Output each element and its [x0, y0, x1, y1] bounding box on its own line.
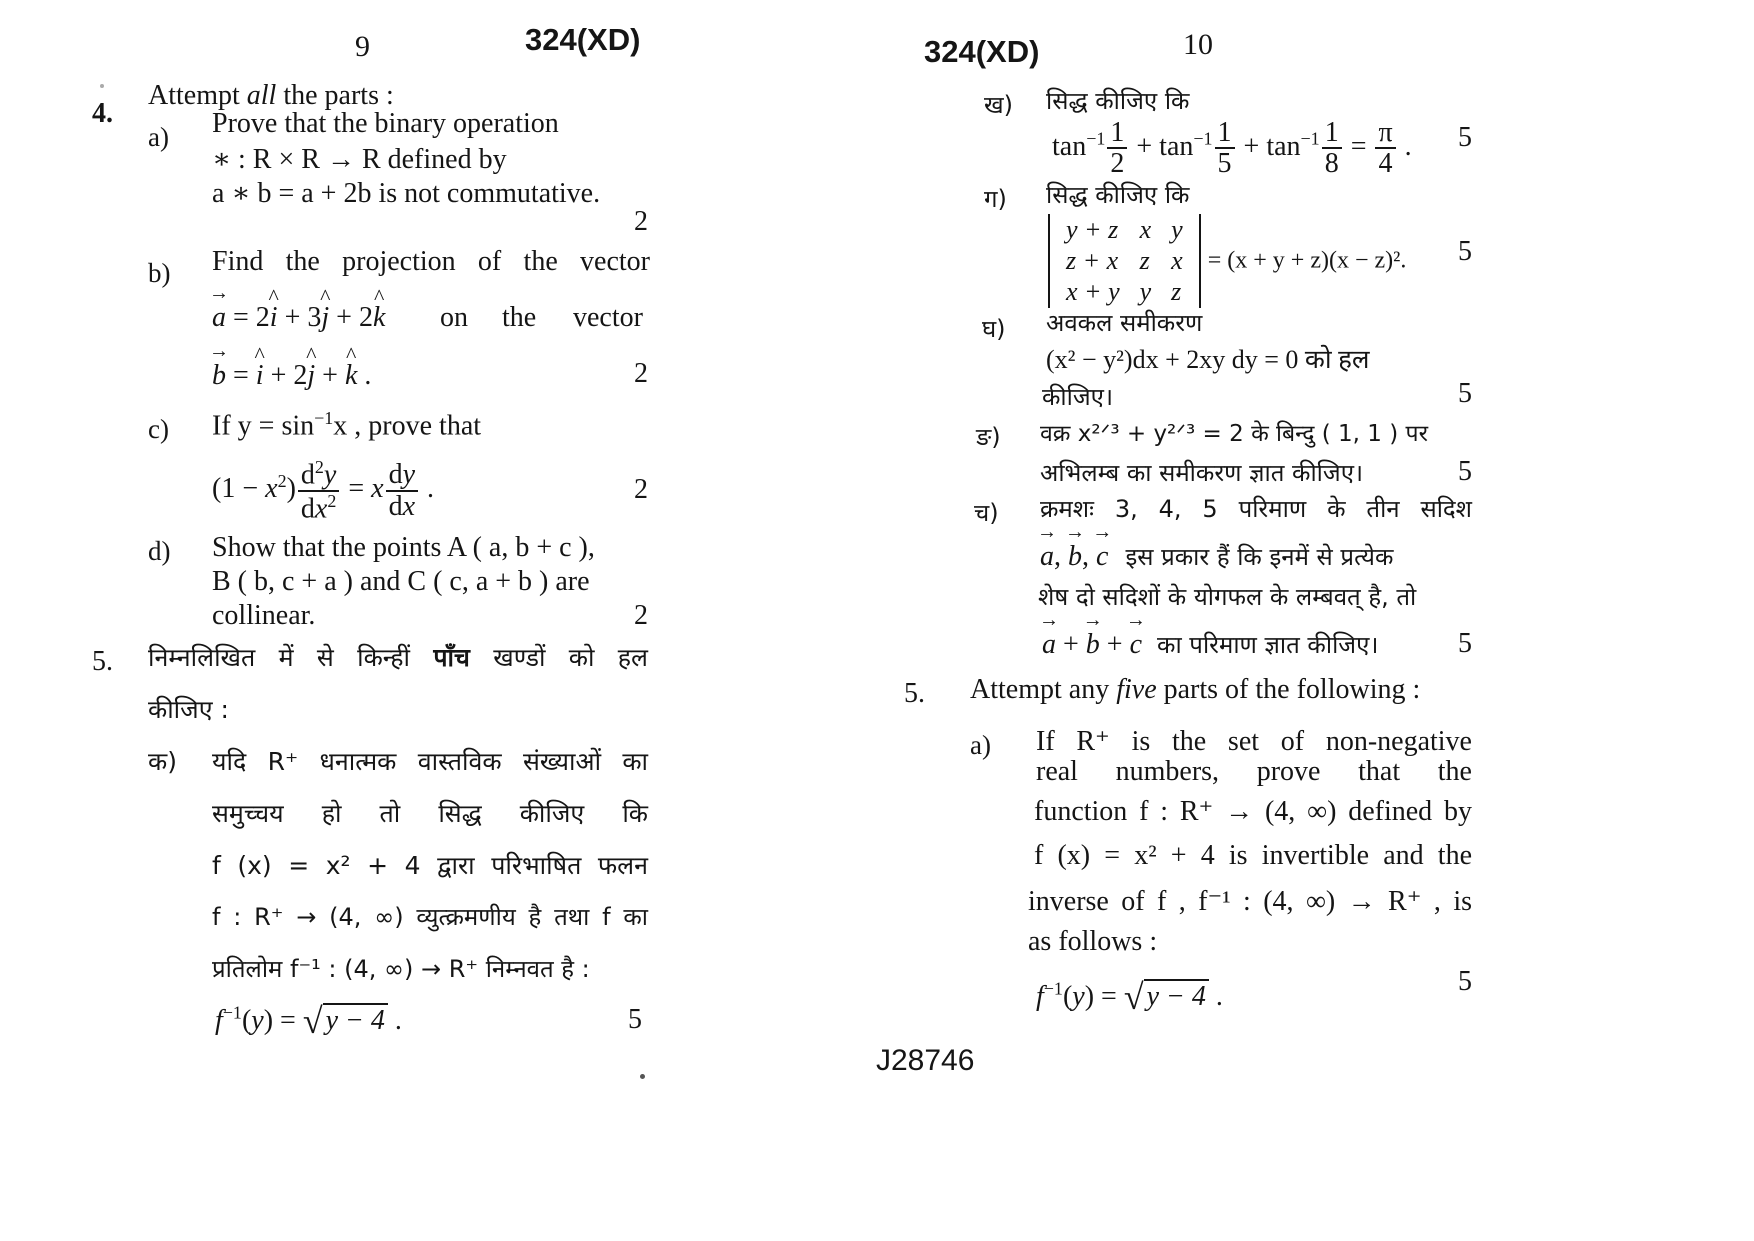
part-5a-line3: function f : R⁺ → (4, ∞) defined by: [1034, 796, 1472, 827]
question-5-english-number: 5.: [904, 678, 925, 709]
left-paper-code: 324(XD): [525, 22, 641, 57]
part-nga-label: ङ): [976, 423, 1001, 451]
part-kha-line1: सिद्ध कीजिए कि: [1046, 87, 1190, 115]
part-cha-line2: → a, → b, → c इस प्रकार हैं कि इनमें से प्रत्येक: [1040, 540, 1393, 573]
question-4-number: 4.: [92, 98, 113, 129]
question-5-english-intro: Attempt any five parts of the following :: [970, 674, 1421, 705]
part-4d-marks: 2: [634, 600, 648, 631]
part-4d-line1: Show that the points A ( a, b + c ),: [212, 532, 595, 563]
part-ga-label: ग): [984, 185, 1007, 213]
part-nga-line1: वक्र x²ᐟ³ + y²ᐟ³ = 2 के बिन्दु ( 1, 1 ) पर: [1040, 421, 1429, 447]
right-page-number: 10: [1183, 28, 1213, 61]
part-nga-line2: अभिलम्ब का समीकरण ज्ञात कीजिए।: [1040, 459, 1364, 487]
part-4d-line2: B ( b, c + a ) and C ( c, a + b ) are: [212, 566, 590, 597]
part-4c-line1: If $y = \sin^{-1}x$ , prove that: [212, 408, 482, 442]
part-4b-vector-word: vector: [573, 302, 643, 333]
part-ka-line3: f (x) = x² + 4 द्वारा परिभाषित फलन: [212, 851, 648, 880]
part-4b-marks: 2: [634, 358, 648, 389]
determinant: y + z x y z + x z x x + y y z: [1048, 214, 1201, 308]
part-4b-line1: Find the projection of the vector: [212, 246, 650, 277]
part-ga-line1: सिद्ध कीजिए कि: [1046, 181, 1190, 209]
part-ga-marks: 5: [1458, 236, 1472, 267]
part-4c-label: c): [148, 414, 169, 444]
part-ka-line2: समुच्चय हो तो सिद्ध कीजिए कि: [212, 799, 648, 828]
part-ka-line4: f : R⁺ → (4, ∞) व्युत्क्रमणीय है तथा f का: [212, 903, 648, 931]
part-ka-label: क): [148, 747, 177, 776]
scan-speck: [100, 84, 104, 88]
part-4a-line1: Prove that the binary operation: [212, 108, 559, 139]
part-4a-label: a): [148, 122, 169, 152]
part-ka-marks: 5: [628, 1004, 642, 1035]
part-gha-marks: 5: [1458, 378, 1472, 409]
question-4-intro: Attempt all the parts :: [148, 80, 394, 111]
part-5a-line6: as follows :: [1028, 926, 1158, 957]
question-5-hindi-line1: निम्नलिखित में से किन्हीं पाँच खण्डों को हल: [148, 643, 648, 672]
part-cha-marks: 5: [1458, 628, 1472, 659]
part-4b-vector-a: → a = 2^ i + 3^ j + 2^ k: [212, 302, 385, 334]
part-gha-line3: कीजिए।: [1042, 383, 1114, 411]
part-cha-line3: शेष दो सदिशों के योगफल के लम्बवत् है, तो: [1038, 583, 1417, 611]
part-5a-marks: 5: [1458, 966, 1472, 997]
part-4c-equation: $(1 - x^2)$ $\frac{d^2y}{dx^2}$ = x $\frac{dy}{dx}$ .: [212, 457, 434, 525]
part-5a-label: a): [970, 730, 991, 760]
part-cha-line1: क्रमशः 3, 4, 5 परिमाण के तीन सदिश: [1040, 495, 1472, 523]
part-4b-the: the: [502, 302, 537, 333]
part-5a-line2: real numbers, prove that the: [1036, 756, 1472, 787]
part-gha-label: घ): [982, 315, 1006, 343]
part-5a-line4: f (x) = x² + 4 is invertible and the: [1034, 840, 1472, 871]
part-cha-line4: → a + → b + → c का परिमाण ज्ञात कीजिए।: [1042, 628, 1378, 661]
part-kha-label: ख): [984, 91, 1013, 119]
part-4c-marks: 2: [634, 474, 648, 505]
part-gha-line2: (x² − y²)dx + 2xy dy = 0 को हल: [1046, 345, 1370, 374]
footer-code: J28746: [876, 1044, 975, 1077]
left-page-number: 9: [355, 30, 370, 63]
part-ka-line5: प्रतिलोम f⁻¹ : (4, ∞) → R⁺ निम्नवत है :: [212, 955, 590, 983]
part-4a-line2: ∗ : R × R → R defined by: [212, 144, 507, 175]
part-cha-label: च): [974, 499, 999, 527]
part-4a-line3: a ∗ b = a + 2b is not commutative.: [212, 178, 601, 209]
part-5a-line1: If R⁺ is the set of non-negative: [1036, 726, 1472, 757]
part-kha-marks: 5: [1458, 122, 1472, 153]
part-4b-vector-b: → b = ^ i + 2^ j + ^ k .: [212, 360, 371, 392]
part-4b-label: b): [148, 258, 171, 288]
part-5a-line5: inverse of f , f⁻¹ : (4, ∞) → R⁺ , is: [1028, 886, 1472, 917]
right-paper-code: 324(XD): [924, 34, 1040, 69]
part-4a-marks: 2: [634, 206, 648, 237]
part-4d-line3: collinear.: [212, 600, 316, 631]
question-5-hindi-line2: कीजिए :: [148, 695, 229, 724]
part-gha-line1: अवकल समीकरण: [1046, 309, 1203, 337]
part-ka-inverse-formula: $f^{-1}(y)$ = √ y − 4 .: [215, 1001, 402, 1041]
part-ga-determinant-equation: y + z x y z + x z x x + y y z = (x + y + z)(x − z)².: [1048, 214, 1406, 308]
scan-speck: [640, 1074, 645, 1079]
part-nga-marks: 5: [1458, 456, 1472, 487]
part-4b-on: on: [440, 302, 468, 333]
part-4d-label: d): [148, 536, 171, 566]
part-ka-line1: यदि R⁺ धनात्मक वास्तविक संख्याओं का: [212, 747, 648, 776]
part-kha-equation: $\tan^{-1}$ $\frac{1}{2}$ + $\tan^{-1}$ $\frac{1}{5}$ + $\tan^{-1}$ $\frac{1}{8}$ = $\frac{\pi}{4}$ .: [1052, 117, 1412, 180]
question-5-hindi-number: 5.: [92, 646, 113, 677]
part-5a-inverse-formula: $f^{-1}(y)$ = √ y − 4 .: [1036, 977, 1223, 1017]
